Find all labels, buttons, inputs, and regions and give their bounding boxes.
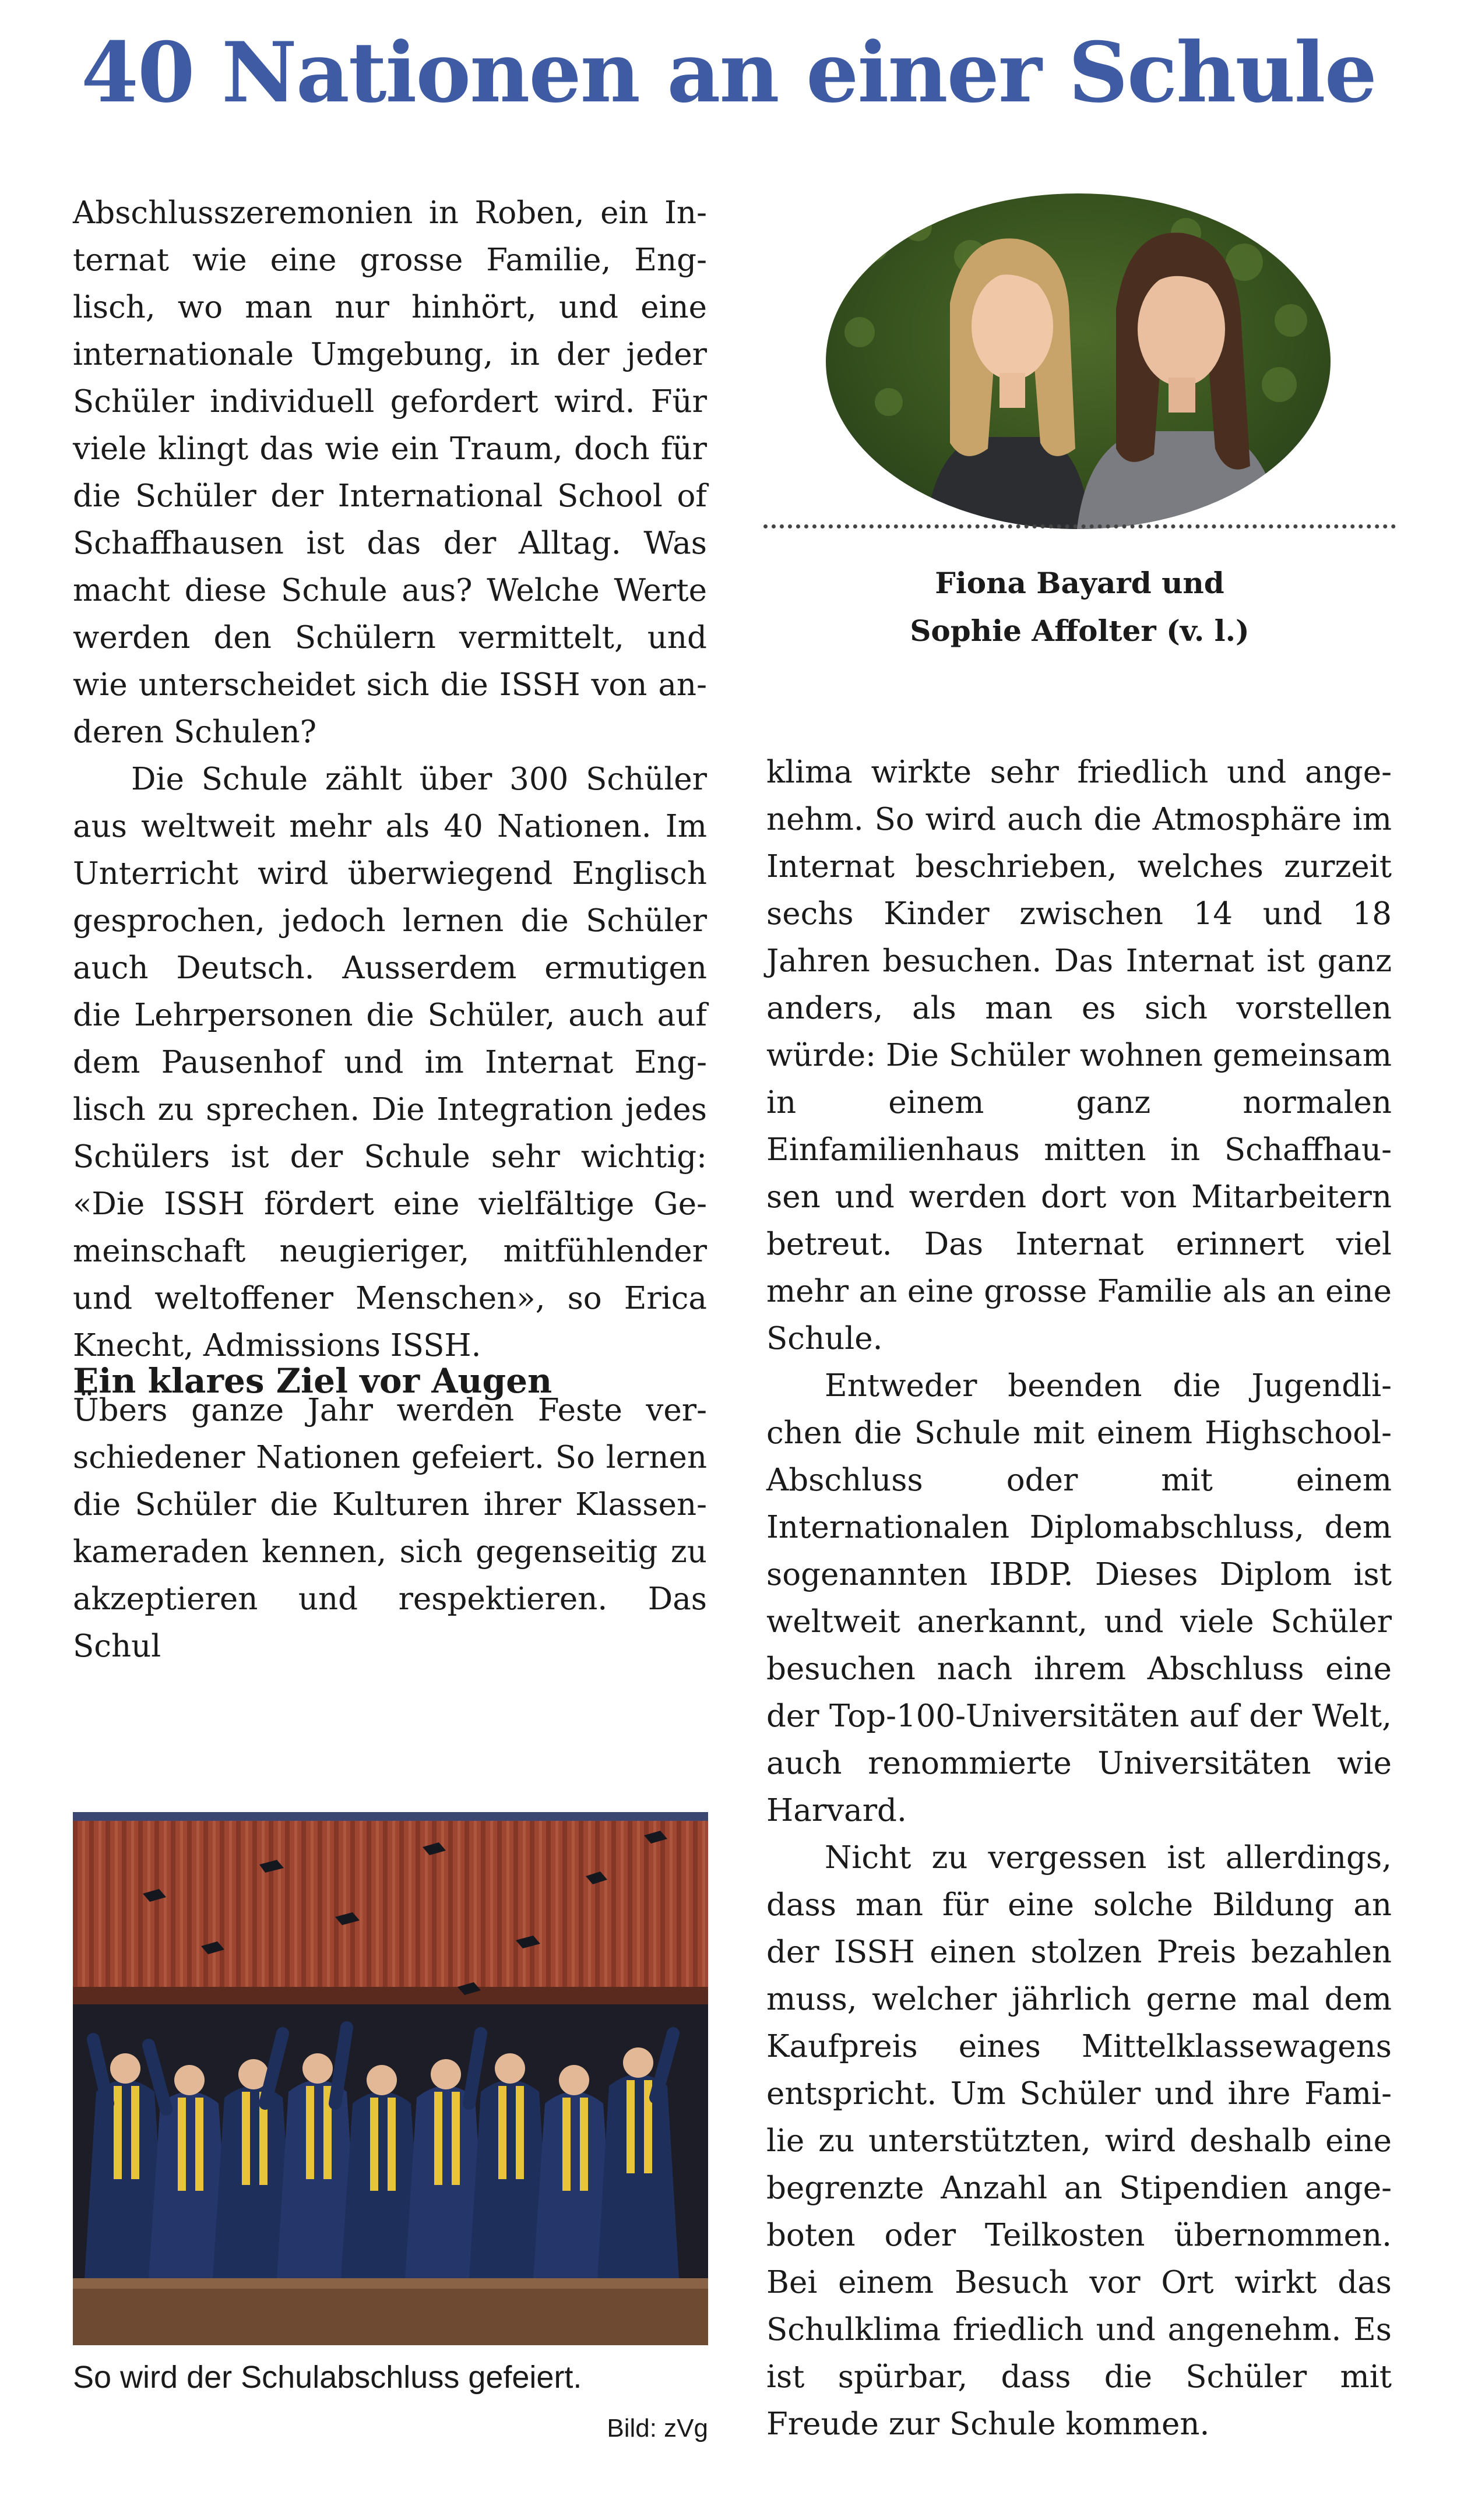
graduation-photo bbox=[73, 1812, 708, 2345]
article-column-left-bottom bbox=[73, 1387, 707, 1670]
portrait-illustration bbox=[825, 192, 1332, 548]
article-paragraph-3-part-2: klima wirkte sehr friedlich und angenehm. So wird auch die Atmosphäre im Internat beschrieben, welches zurzeit sechs Kinder zwischen 14 und 18 Jahren besuchen. Das Internat ist ganz anders, als man es sich vorstellen würde: Die Schüler wohnen gemeinsam in einem ganz normalen Einfamilienhaus mitten in Schaffhausen und werden dort von Mitarbeitern betreut. Das Internat erinnert viel mehr an eine grosse Familie als an eine Schule. bbox=[766, 755, 1392, 1356]
article-paragraph-2: Die Schule zählt über 300 Schüler aus weltweit mehr als 40 Nationen. Im Unterricht wird überwiegend Englisch gesprochen, jedoch lernen die Schüler auch Deutsch. Ausserdem ermutigen die Lehrpersonen die Schüler, auch auf dem Pausenhof und im Internat Englisch zu sprechen. Die Integration jedes Schülers ist der Schule sehr wichtig: «Die ISSH fördert eine vielfältige Gemeinschaft neugieriger, mitfühlender und weltoffener Menschen», so Erica Knecht, Admissions ISSH. bbox=[73, 762, 707, 1363]
article-intro: Abschlusszeremonien in Roben, ein Internat wie eine grosse Familie, Englisch, wo man nur hinhört, und eine internationale Umgebung, in der jeder Schüler individuell gefordert wird. Für viele klingt das wie ein Traum, doch für die Schüler der International School of Schaffhausen ist das der Alltag. Was macht diese Schule aus? Welche Werte werden den Schülern vermittelt, und wie unterscheidet sich die ISSH von anderen Schulen? bbox=[73, 195, 707, 750]
photo-credit: Bild: zVg bbox=[607, 2414, 708, 2443]
graduation-illustration bbox=[73, 1812, 708, 2345]
portrait-photo bbox=[825, 192, 1332, 548]
article-headline: 40 Nationen an einer Schule bbox=[81, 24, 1376, 121]
article-subheading: Ein klares Ziel vor Augen bbox=[73, 1361, 552, 1401]
article-column-left-top bbox=[73, 189, 707, 1369]
article-column-right bbox=[766, 749, 1392, 2448]
article-paragraph-5: Nicht zu vergessen ist allerdings, dass man für eine solche Bildung an der ISSH einen stolzen Preis bezahlen muss, welcher jährlich gerne mal dem Kaufpreis eines Mittelklassewagens entspricht. Um Schüler und ihre Familie zu unterstützten, wird deshalb eine begrenzte Anzahl an Stipendien angeboten oder Teilkosten übernommen. Bei einem Besuch vor Ort wirkt das Schulklima friedlich und angenehm. Es ist spürbar, dass die Schüler mit Freude zur Schule kommen. bbox=[766, 1840, 1392, 2442]
article-paragraph-3-part-1: Übers ganze Jahr werden Feste verschiedener Nationen gefeiert. So lernen die Schüler die Kulturen ihrer Klassenkameraden kennen, sich gegenseitig zu akzeptieren und respektieren. Das Schul bbox=[73, 1393, 707, 1664]
article-paragraph-4: Entweder beenden die Jugendlichen die Schule mit einem Highschool-Abschluss oder mit einem Internationalen Diplomabschluss, dem sogenannten IBDP. Dieses Diplom ist weltweit anerkannt, und viele Schüler besuchen nach ihrem Abschluss eine der Top-100-Universitäten auf der Welt, auch renommierte Universitäten wie Harvard. bbox=[766, 1368, 1392, 1828]
portrait-caption: Fiona Bayard und Sophie Affolter (v. l.) bbox=[910, 566, 1250, 648]
graduation-photo-caption: So wird der Schulabschluss gefeiert. bbox=[73, 2360, 582, 2395]
portrait-divider bbox=[763, 524, 1396, 528]
